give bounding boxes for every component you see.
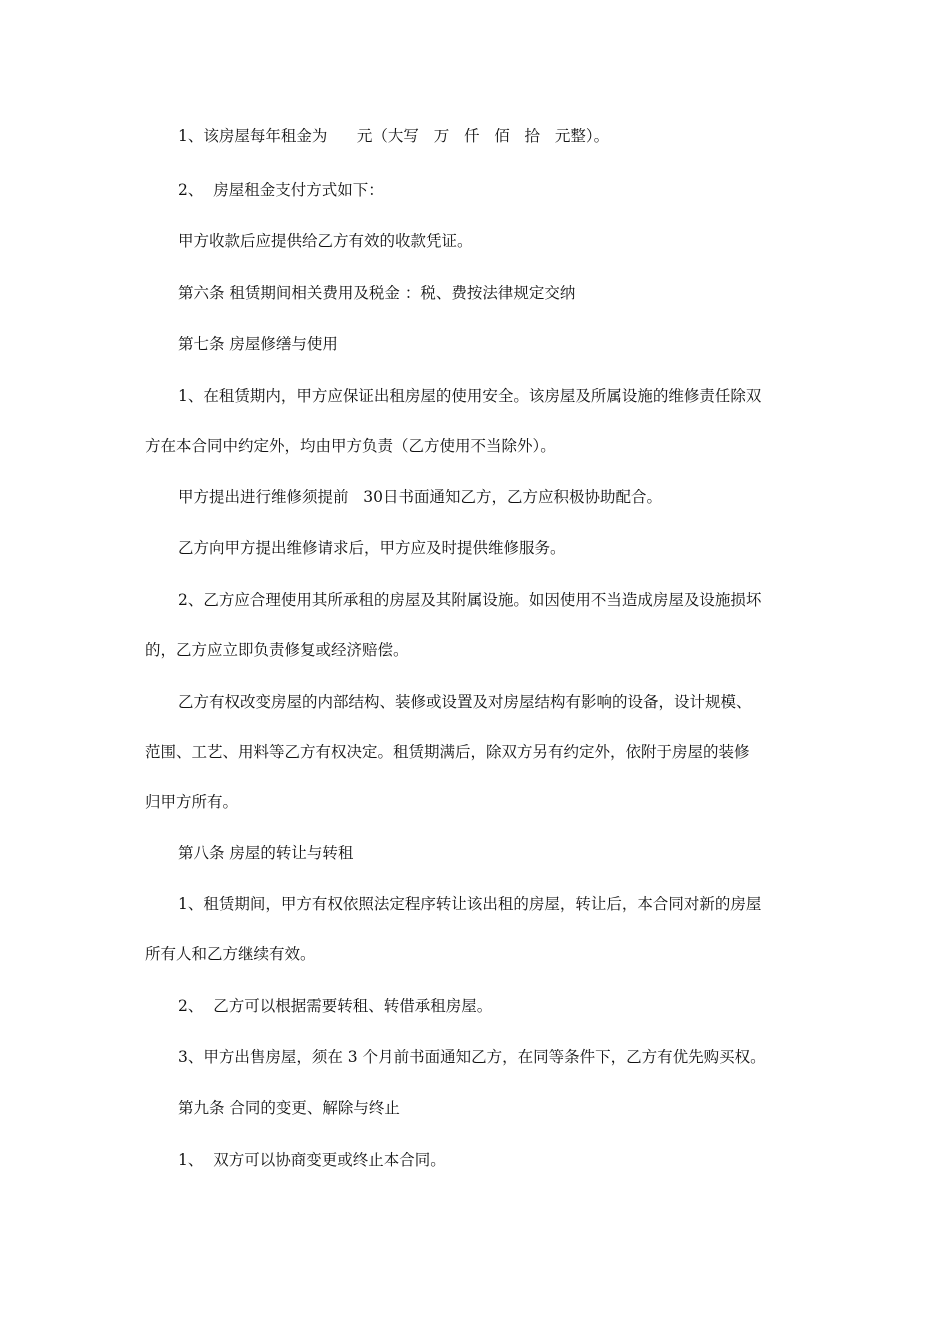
article-nine-heading: 第九条 合同的变更、解除与终止 — [178, 1099, 400, 1117]
repair-clause-line-1: 1、在租赁期内，甲方应保证出租房屋的使用安全。该房屋及所属设施的维修责任除双 — [178, 387, 762, 405]
alteration-clause-line-1: 乙方有权改变房屋的内部结构、装修或设置及对房屋结构有影响的设备，设计规模、 — [178, 693, 752, 711]
repair-notice-clause: 甲方提出进行维修须提前 30日书面通知乙方，乙方应积极协助配合。 — [178, 488, 663, 506]
sale-priority-clause: 3、甲方出售房屋，须在 3 个月前书面通知乙方，在同等条件下，乙方有优先购买权。 — [178, 1048, 766, 1066]
repair-clause-line-2: 方在本合同中约定外，均由甲方负责（乙方使用不当除外）。 — [145, 437, 556, 455]
article-eight-heading: 第八条 房屋的转让与转租 — [178, 844, 354, 862]
alteration-clause-line-3: 归甲方所有。 — [145, 793, 239, 811]
rent-amount-clause: 1、该房屋每年租金为 元（大写 万 仟 佰 拾 元整）。 — [178, 127, 610, 145]
proper-use-clause-line-2: 的，乙方应立即负责修复或经济赔偿。 — [145, 641, 409, 659]
article-seven-heading: 第七条 房屋修缮与使用 — [178, 335, 338, 353]
receipt-clause: 甲方收款后应提供给乙方有效的收款凭证。 — [178, 232, 473, 250]
transfer-clause-line-2: 所有人和乙方继续有效。 — [145, 945, 316, 963]
alteration-clause-line-2: 范围、工艺、用料等乙方有权决定。租赁期满后，除双方另有约定外，依附于房屋的装修 — [145, 743, 750, 761]
proper-use-clause-line-1: 2、乙方应合理使用其所承租的房屋及其附属设施。如因使用不当造成房屋及设施损坏 — [178, 591, 762, 609]
article-six-heading: 第六条 租赁期间相关费用及税金 ：税、费按法律规定交纳 — [178, 284, 576, 302]
repair-request-clause: 乙方向甲方提出维修请求后，甲方应及时提供维修服务。 — [178, 539, 566, 557]
mutual-termination-clause: 1、 双方可以协商变更或终止本合同。 — [178, 1151, 446, 1169]
sublease-clause: 2、 乙方可以根据需要转租、转借承租房屋。 — [178, 997, 493, 1015]
transfer-clause-line-1: 1、租赁期间，甲方有权依照法定程序转让该出租的房屋，转让后，本合同对新的房屋 — [178, 895, 762, 913]
rent-payment-method-clause: 2、 房屋租金支付方式如下： — [178, 181, 384, 199]
